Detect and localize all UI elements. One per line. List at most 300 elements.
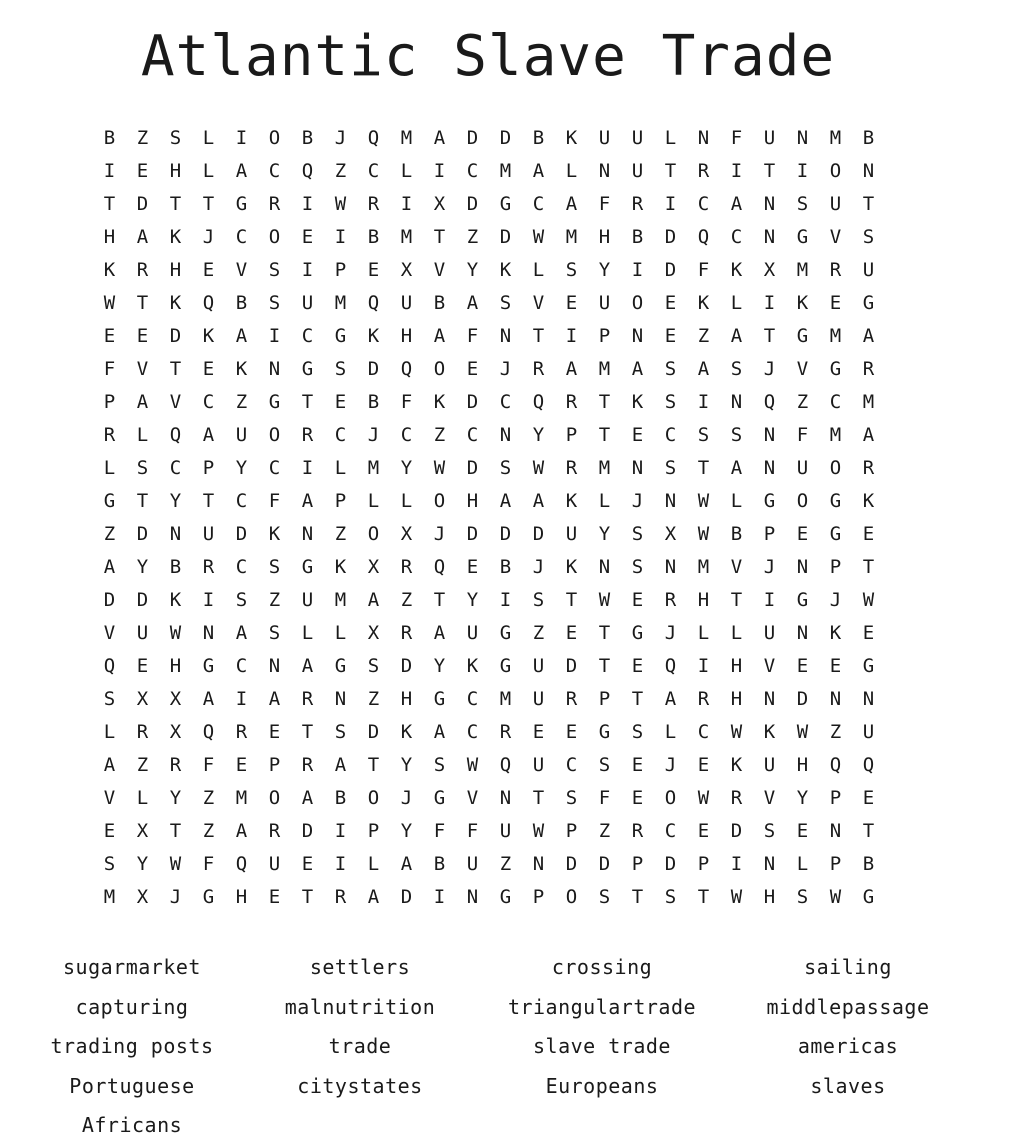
grid-cell[interactable]: J — [499, 358, 512, 380]
grid-cell[interactable]: L — [400, 490, 413, 512]
grid-cell[interactable]: K — [169, 226, 182, 248]
grid-cell[interactable]: E — [268, 886, 281, 908]
grid-cell[interactable]: H — [169, 655, 182, 677]
grid-cell[interactable]: T — [136, 490, 149, 512]
grid-cell[interactable]: O — [433, 490, 446, 512]
grid-cell[interactable]: R — [268, 193, 281, 215]
grid-cell[interactable]: U — [268, 853, 281, 875]
grid-cell[interactable]: S — [664, 358, 677, 380]
grid-cell[interactable]: N — [862, 688, 875, 710]
grid-cell[interactable]: R — [136, 259, 149, 281]
grid-cell[interactable]: N — [499, 787, 512, 809]
grid-cell[interactable]: S — [103, 853, 116, 875]
grid-cell[interactable]: F — [598, 787, 611, 809]
grid-cell[interactable]: K — [697, 292, 710, 314]
grid-cell[interactable]: E — [136, 325, 149, 347]
grid-cell[interactable]: S — [598, 886, 611, 908]
grid-cell[interactable]: Z — [499, 853, 512, 875]
grid-cell[interactable]: S — [499, 292, 512, 314]
grid-cell[interactable]: M — [499, 688, 512, 710]
grid-cell[interactable]: P — [202, 457, 215, 479]
grid-cell[interactable]: M — [103, 886, 116, 908]
grid-cell[interactable]: E — [268, 721, 281, 743]
grid-cell[interactable]: B — [631, 226, 644, 248]
grid-cell[interactable]: C — [235, 226, 248, 248]
grid-cell[interactable]: D — [367, 358, 380, 380]
grid-cell[interactable]: L — [103, 457, 116, 479]
grid-cell[interactable]: R — [367, 193, 380, 215]
grid-cell[interactable]: U — [598, 127, 611, 149]
grid-cell[interactable]: B — [367, 391, 380, 413]
grid-cell[interactable]: O — [268, 226, 281, 248]
grid-cell[interactable]: C — [466, 688, 479, 710]
grid-cell[interactable]: X — [400, 523, 413, 545]
grid-cell[interactable]: K — [103, 259, 116, 281]
grid-cell[interactable]: R — [697, 688, 710, 710]
grid-cell[interactable]: B — [169, 556, 182, 578]
grid-cell[interactable]: G — [235, 193, 248, 215]
grid-cell[interactable]: T — [631, 688, 644, 710]
grid-cell[interactable]: A — [268, 688, 281, 710]
grid-cell[interactable]: R — [862, 358, 875, 380]
grid-cell[interactable]: N — [763, 424, 776, 446]
grid-cell[interactable]: Q — [532, 391, 545, 413]
grid-cell[interactable]: U — [763, 754, 776, 776]
grid-cell[interactable]: Q — [202, 721, 215, 743]
grid-cell[interactable]: G — [433, 787, 446, 809]
grid-cell[interactable]: F — [466, 820, 479, 842]
grid-cell[interactable]: O — [664, 787, 677, 809]
grid-cell[interactable]: E — [631, 655, 644, 677]
grid-cell[interactable]: Z — [334, 160, 347, 182]
grid-cell[interactable]: N — [763, 853, 776, 875]
grid-cell[interactable]: C — [664, 424, 677, 446]
grid-cell[interactable]: P — [829, 787, 842, 809]
grid-cell[interactable]: C — [499, 391, 512, 413]
grid-cell[interactable]: R — [400, 622, 413, 644]
grid-cell[interactable]: Y — [400, 820, 413, 842]
grid-cell[interactable]: D — [664, 853, 677, 875]
grid-cell[interactable]: U — [532, 754, 545, 776]
grid-cell[interactable]: J — [202, 226, 215, 248]
grid-cell[interactable]: F — [400, 391, 413, 413]
grid-cell[interactable]: X — [136, 820, 149, 842]
grid-cell[interactable]: S — [235, 589, 248, 611]
grid-cell[interactable]: V — [235, 259, 248, 281]
grid-cell[interactable]: W — [598, 589, 611, 611]
grid-cell[interactable]: E — [829, 292, 842, 314]
grid-cell[interactable]: Y — [400, 457, 413, 479]
grid-cell[interactable]: F — [202, 853, 215, 875]
grid-cell[interactable]: I — [664, 193, 677, 215]
grid-cell[interactable]: Z — [829, 721, 842, 743]
grid-cell[interactable]: U — [499, 820, 512, 842]
grid-cell[interactable]: G — [499, 622, 512, 644]
grid-cell[interactable]: F — [433, 820, 446, 842]
grid-cell[interactable]: I — [730, 853, 743, 875]
grid-cell[interactable]: T — [730, 589, 743, 611]
grid-cell[interactable]: S — [730, 424, 743, 446]
grid-cell[interactable]: H — [103, 226, 116, 248]
grid-cell[interactable]: I — [763, 292, 776, 314]
grid-cell[interactable]: N — [268, 655, 281, 677]
grid-cell[interactable]: F — [796, 424, 809, 446]
grid-cell[interactable]: E — [664, 292, 677, 314]
grid-cell[interactable]: W — [697, 490, 710, 512]
grid-cell[interactable]: R — [301, 754, 314, 776]
grid-cell[interactable]: O — [433, 358, 446, 380]
grid-cell[interactable]: T — [565, 589, 578, 611]
grid-cell[interactable]: K — [433, 391, 446, 413]
grid-cell[interactable]: F — [598, 193, 611, 215]
grid-cell[interactable]: S — [268, 622, 281, 644]
grid-cell[interactable]: I — [433, 886, 446, 908]
grid-cell[interactable]: E — [466, 358, 479, 380]
grid-cell[interactable]: C — [268, 160, 281, 182]
grid-cell[interactable]: R — [400, 556, 413, 578]
grid-cell[interactable]: O — [367, 787, 380, 809]
grid-cell[interactable]: Y — [136, 556, 149, 578]
grid-cell[interactable]: Z — [796, 391, 809, 413]
grid-cell[interactable]: Z — [532, 622, 545, 644]
grid-cell[interactable]: E — [565, 622, 578, 644]
grid-cell[interactable]: L — [334, 457, 347, 479]
grid-cell[interactable]: T — [136, 292, 149, 314]
grid-cell[interactable]: G — [598, 721, 611, 743]
grid-cell[interactable]: R — [664, 589, 677, 611]
grid-cell[interactable]: C — [829, 391, 842, 413]
grid-cell[interactable]: W — [532, 226, 545, 248]
grid-cell[interactable]: Z — [202, 820, 215, 842]
grid-cell[interactable]: O — [367, 523, 380, 545]
grid-cell[interactable]: Q — [664, 655, 677, 677]
grid-cell[interactable]: C — [730, 226, 743, 248]
grid-cell[interactable]: J — [664, 622, 677, 644]
grid-cell[interactable]: A — [565, 193, 578, 215]
grid-cell[interactable]: U — [763, 622, 776, 644]
grid-cell[interactable]: S — [796, 193, 809, 215]
grid-cell[interactable]: D — [499, 127, 512, 149]
grid-cell[interactable]: F — [697, 259, 710, 281]
grid-cell[interactable]: P — [268, 754, 281, 776]
grid-cell[interactable]: B — [235, 292, 248, 314]
grid-cell[interactable]: W — [829, 886, 842, 908]
grid-cell[interactable]: W — [103, 292, 116, 314]
grid-cell[interactable]: R — [862, 457, 875, 479]
grid-cell[interactable]: C — [466, 424, 479, 446]
grid-cell[interactable]: S — [334, 358, 347, 380]
grid-cell[interactable]: A — [202, 424, 215, 446]
grid-cell[interactable]: K — [763, 721, 776, 743]
grid-cell[interactable]: A — [235, 820, 248, 842]
grid-cell[interactable]: E — [664, 325, 677, 347]
grid-cell[interactable]: A — [235, 325, 248, 347]
grid-cell[interactable]: F — [730, 127, 743, 149]
grid-cell[interactable]: E — [631, 787, 644, 809]
grid-cell[interactable]: C — [367, 160, 380, 182]
grid-cell[interactable]: X — [664, 523, 677, 545]
grid-cell[interactable]: A — [532, 490, 545, 512]
grid-cell[interactable]: Y — [169, 490, 182, 512]
grid-cell[interactable]: C — [565, 754, 578, 776]
grid-cell[interactable]: S — [697, 424, 710, 446]
grid-cell[interactable]: W — [169, 622, 182, 644]
grid-cell[interactable]: T — [301, 721, 314, 743]
grid-cell[interactable]: I — [334, 853, 347, 875]
grid-cell[interactable]: I — [202, 589, 215, 611]
grid-cell[interactable]: G — [202, 886, 215, 908]
grid-cell[interactable]: Y — [235, 457, 248, 479]
grid-cell[interactable]: G — [763, 490, 776, 512]
grid-cell[interactable]: S — [862, 226, 875, 248]
grid-cell[interactable]: O — [829, 160, 842, 182]
grid-cell[interactable]: F — [103, 358, 116, 380]
grid-cell[interactable]: O — [829, 457, 842, 479]
grid-cell[interactable]: B — [301, 127, 314, 149]
grid-cell[interactable]: Y — [169, 787, 182, 809]
grid-cell[interactable]: W — [697, 787, 710, 809]
grid-cell[interactable]: A — [499, 490, 512, 512]
grid-cell[interactable]: S — [664, 391, 677, 413]
grid-cell[interactable]: Q — [169, 424, 182, 446]
grid-cell[interactable]: Q — [400, 358, 413, 380]
grid-cell[interactable]: A — [367, 886, 380, 908]
grid-cell[interactable]: M — [796, 259, 809, 281]
grid-cell[interactable]: X — [433, 193, 446, 215]
grid-cell[interactable]: H — [763, 886, 776, 908]
grid-cell[interactable]: D — [367, 721, 380, 743]
grid-cell[interactable]: U — [301, 292, 314, 314]
grid-cell[interactable]: M — [400, 127, 413, 149]
grid-cell[interactable]: W — [433, 457, 446, 479]
grid-cell[interactable]: B — [532, 127, 545, 149]
grid-cell[interactable]: K — [499, 259, 512, 281]
grid-cell[interactable]: J — [763, 556, 776, 578]
grid-cell[interactable]: I — [763, 589, 776, 611]
grid-cell[interactable]: T — [598, 424, 611, 446]
grid-cell[interactable]: N — [499, 325, 512, 347]
grid-cell[interactable]: S — [532, 589, 545, 611]
grid-cell[interactable]: L — [697, 622, 710, 644]
grid-cell[interactable]: Z — [235, 391, 248, 413]
grid-cell[interactable]: I — [631, 259, 644, 281]
grid-cell[interactable]: S — [631, 721, 644, 743]
grid-cell[interactable]: E — [367, 259, 380, 281]
grid-cell[interactable]: M — [499, 160, 512, 182]
grid-cell[interactable]: Q — [499, 754, 512, 776]
grid-cell[interactable]: M — [598, 457, 611, 479]
grid-cell[interactable]: D — [301, 820, 314, 842]
grid-cell[interactable]: S — [334, 721, 347, 743]
grid-cell[interactable]: P — [697, 853, 710, 875]
grid-cell[interactable]: T — [598, 655, 611, 677]
grid-cell[interactable]: I — [103, 160, 116, 182]
grid-cell[interactable]: C — [697, 721, 710, 743]
grid-cell[interactable]: M — [367, 457, 380, 479]
grid-cell[interactable]: O — [268, 787, 281, 809]
grid-cell[interactable]: H — [697, 589, 710, 611]
grid-cell[interactable]: R — [202, 556, 215, 578]
grid-cell[interactable]: U — [631, 127, 644, 149]
grid-cell[interactable]: E — [202, 259, 215, 281]
grid-cell[interactable]: G — [829, 358, 842, 380]
grid-cell[interactable]: C — [268, 457, 281, 479]
grid-cell[interactable]: H — [169, 160, 182, 182]
grid-cell[interactable]: A — [730, 457, 743, 479]
grid-cell[interactable]: S — [664, 886, 677, 908]
grid-cell[interactable]: E — [697, 754, 710, 776]
grid-cell[interactable]: K — [565, 127, 578, 149]
grid-cell[interactable]: A — [367, 589, 380, 611]
grid-cell[interactable]: D — [565, 655, 578, 677]
grid-cell[interactable]: T — [169, 820, 182, 842]
grid-cell[interactable]: T — [862, 820, 875, 842]
grid-cell[interactable]: Q — [301, 160, 314, 182]
grid-cell[interactable]: N — [169, 523, 182, 545]
grid-cell[interactable]: A — [136, 391, 149, 413]
grid-cell[interactable]: E — [796, 820, 809, 842]
grid-cell[interactable]: D — [103, 589, 116, 611]
grid-cell[interactable]: S — [565, 787, 578, 809]
grid-cell[interactable]: Q — [103, 655, 116, 677]
grid-cell[interactable]: L — [730, 622, 743, 644]
grid-cell[interactable]: N — [730, 391, 743, 413]
grid-cell[interactable]: G — [829, 490, 842, 512]
grid-cell[interactable]: R — [730, 787, 743, 809]
grid-cell[interactable]: P — [565, 424, 578, 446]
grid-cell[interactable]: A — [301, 490, 314, 512]
grid-cell[interactable]: F — [466, 325, 479, 347]
grid-cell[interactable]: S — [499, 457, 512, 479]
grid-cell[interactable]: I — [334, 226, 347, 248]
grid-cell[interactable]: C — [466, 160, 479, 182]
grid-cell[interactable]: L — [367, 853, 380, 875]
grid-cell[interactable]: Y — [466, 589, 479, 611]
grid-cell[interactable]: S — [796, 886, 809, 908]
grid-cell[interactable]: V — [829, 226, 842, 248]
grid-cell[interactable]: B — [334, 787, 347, 809]
grid-cell[interactable]: T — [532, 787, 545, 809]
grid-cell[interactable]: R — [169, 754, 182, 776]
grid-cell[interactable]: A — [862, 325, 875, 347]
grid-cell[interactable]: G — [334, 325, 347, 347]
grid-cell[interactable]: E — [235, 754, 248, 776]
grid-cell[interactable]: I — [400, 193, 413, 215]
grid-cell[interactable]: A — [235, 622, 248, 644]
grid-cell[interactable]: H — [400, 325, 413, 347]
grid-cell[interactable]: C — [334, 424, 347, 446]
grid-cell[interactable]: I — [235, 688, 248, 710]
grid-cell[interactable]: A — [466, 292, 479, 314]
grid-cell[interactable]: A — [433, 325, 446, 347]
grid-cell[interactable]: E — [862, 787, 875, 809]
grid-cell[interactable]: X — [367, 556, 380, 578]
grid-cell[interactable]: B — [433, 292, 446, 314]
grid-cell[interactable]: H — [466, 490, 479, 512]
grid-cell[interactable]: D — [466, 457, 479, 479]
grid-cell[interactable]: T — [598, 622, 611, 644]
grid-cell[interactable]: E — [862, 622, 875, 644]
grid-cell[interactable]: B — [862, 127, 875, 149]
grid-cell[interactable]: W — [862, 589, 875, 611]
grid-cell[interactable]: P — [598, 688, 611, 710]
grid-cell[interactable]: U — [301, 589, 314, 611]
grid-cell[interactable]: T — [631, 886, 644, 908]
grid-cell[interactable]: L — [136, 787, 149, 809]
grid-cell[interactable]: W — [169, 853, 182, 875]
grid-cell[interactable]: W — [730, 886, 743, 908]
grid-cell[interactable]: Z — [466, 226, 479, 248]
grid-cell[interactable]: Y — [466, 259, 479, 281]
grid-cell[interactable]: T — [763, 325, 776, 347]
grid-cell[interactable]: E — [631, 424, 644, 446]
grid-cell[interactable]: J — [433, 523, 446, 545]
grid-cell[interactable]: W — [466, 754, 479, 776]
grid-cell[interactable]: T — [697, 457, 710, 479]
grid-cell[interactable]: N — [763, 226, 776, 248]
grid-cell[interactable]: D — [598, 853, 611, 875]
grid-cell[interactable]: E — [796, 523, 809, 545]
grid-cell[interactable]: S — [631, 523, 644, 545]
grid-cell[interactable]: D — [136, 523, 149, 545]
grid-cell[interactable]: X — [169, 688, 182, 710]
grid-cell[interactable]: W — [532, 820, 545, 842]
grid-cell[interactable]: N — [499, 424, 512, 446]
grid-cell[interactable]: S — [268, 259, 281, 281]
grid-cell[interactable]: V — [169, 391, 182, 413]
grid-cell[interactable]: S — [433, 754, 446, 776]
grid-cell[interactable]: E — [862, 523, 875, 545]
grid-cell[interactable]: Y — [400, 754, 413, 776]
grid-cell[interactable]: E — [532, 721, 545, 743]
grid-cell[interactable]: W — [697, 523, 710, 545]
grid-cell[interactable]: U — [565, 523, 578, 545]
grid-cell[interactable]: W — [532, 457, 545, 479]
grid-cell[interactable]: T — [862, 556, 875, 578]
grid-cell[interactable]: T — [103, 193, 116, 215]
grid-cell[interactable]: D — [499, 523, 512, 545]
grid-cell[interactable]: L — [730, 292, 743, 314]
grid-cell[interactable]: B — [499, 556, 512, 578]
grid-cell[interactable]: H — [169, 259, 182, 281]
grid-cell[interactable]: G — [334, 655, 347, 677]
grid-cell[interactable]: P — [763, 523, 776, 545]
grid-cell[interactable]: K — [829, 622, 842, 644]
grid-cell[interactable]: M — [334, 292, 347, 314]
grid-cell[interactable]: S — [763, 820, 776, 842]
grid-cell[interactable]: T — [532, 325, 545, 347]
grid-cell[interactable]: N — [697, 127, 710, 149]
grid-cell[interactable]: V — [103, 787, 116, 809]
grid-cell[interactable]: X — [169, 721, 182, 743]
grid-cell[interactable]: N — [598, 160, 611, 182]
grid-cell[interactable]: V — [433, 259, 446, 281]
grid-cell[interactable]: N — [301, 523, 314, 545]
grid-cell[interactable]: N — [598, 556, 611, 578]
grid-cell[interactable]: T — [433, 226, 446, 248]
grid-cell[interactable]: Z — [598, 820, 611, 842]
grid-cell[interactable]: I — [301, 193, 314, 215]
grid-cell[interactable]: N — [862, 160, 875, 182]
grid-cell[interactable]: L — [136, 424, 149, 446]
grid-cell[interactable]: G — [862, 292, 875, 314]
grid-cell[interactable]: E — [697, 820, 710, 842]
grid-cell[interactable]: G — [301, 358, 314, 380]
grid-cell[interactable]: K — [466, 655, 479, 677]
grid-cell[interactable]: C — [235, 490, 248, 512]
grid-cell[interactable]: G — [796, 226, 809, 248]
grid-cell[interactable]: T — [598, 391, 611, 413]
